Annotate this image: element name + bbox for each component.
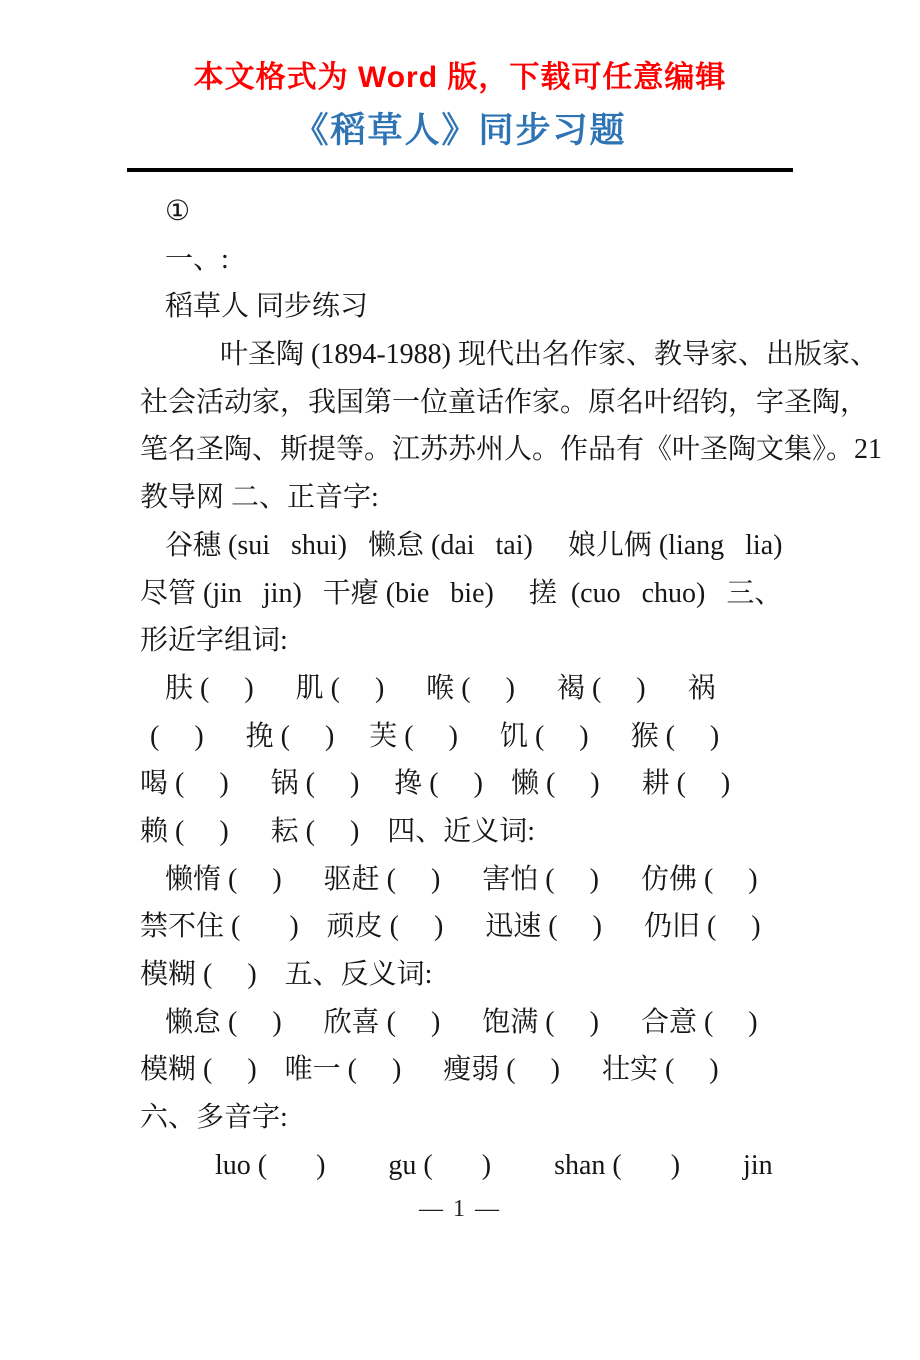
body-line-antonyms-1: 懒怠 ( ) 欣喜 ( ) 饱满 ( ) 合意 ( ) bbox=[165, 1006, 758, 1038]
document-title: 《稻草人》同步习题 bbox=[293, 111, 627, 150]
body-line-author-intro-1: 叶圣陶 (1894-1988) 现代出名作家、教导家、出版家、 bbox=[220, 339, 878, 371]
body-line-chars-3: 喝 ( ) 锅 ( ) 搀 ( ) 懒 ( ) 耕 ( ) bbox=[140, 768, 731, 800]
body-line-chars-1: 肤 ( ) 肌 ( ) 喉 ( ) 褐 ( ) 祸 bbox=[165, 672, 716, 704]
body-line-author-intro-2: 社会活动家，我国第一位童话作家。原名叶绍钧，字圣陶， bbox=[140, 386, 869, 418]
body-line-circled-one: ① bbox=[165, 196, 191, 227]
document-body bbox=[140, 188, 883, 1189]
body-line-synonyms-1: 懒惰 ( ) 驱赶 ( ) 害怕 ( ) 仿佛 ( ) bbox=[165, 863, 758, 895]
format-notice: 本文格式为 Word 版，下载可任意编辑 bbox=[193, 61, 727, 94]
body-line-pinyin-2: 尽管 (jin jin) 干瘪 (bie bie) 搓 (cuo chuo) 三、 bbox=[140, 577, 783, 609]
body-line-section-one: 一、: bbox=[165, 243, 229, 275]
body-line-subtitle: 稻草人 同步练习 bbox=[165, 291, 369, 323]
body-line-author-intro-3: 笔名圣陶、斯提等。江苏苏州人。作品有《叶圣陶文集》。21 bbox=[140, 434, 883, 466]
body-line-synonyms-2: 禁不住 ( ) 顽皮 ( ) 迅速 ( ) 仍旧 ( ) bbox=[140, 911, 761, 943]
body-line-section-three: 形近字组词: bbox=[140, 625, 288, 657]
body-line-section-six: 六、多音字: bbox=[140, 1102, 288, 1134]
body-line-section-two: 教导网 二、正音字: bbox=[140, 482, 379, 514]
body-line-section-four: 赖 ( ) 耘 ( ) 四、近义词: bbox=[140, 815, 536, 847]
page-number: — 1 — bbox=[419, 1196, 501, 1223]
body-line-antonyms-2: 模糊 ( ) 唯一 ( ) 瘦弱 ( ) 壮实 ( ) bbox=[140, 1054, 719, 1086]
body-line-section-five: 模糊 ( ) 五、反义词: bbox=[140, 959, 433, 990]
body-line-chars-2: ( ) 挽 ( ) 芙 ( ) 饥 ( ) 猴 ( ) bbox=[150, 720, 720, 752]
body-line-pinyin-1: 谷穗 (sui shui) 懒怠 (dai tai) 娘儿俩 (liang lia) bbox=[165, 529, 783, 561]
body-line-polyphones: luo ( ) gu ( ) shan ( ) jin bbox=[215, 1149, 773, 1181]
title-divider bbox=[127, 168, 793, 172]
